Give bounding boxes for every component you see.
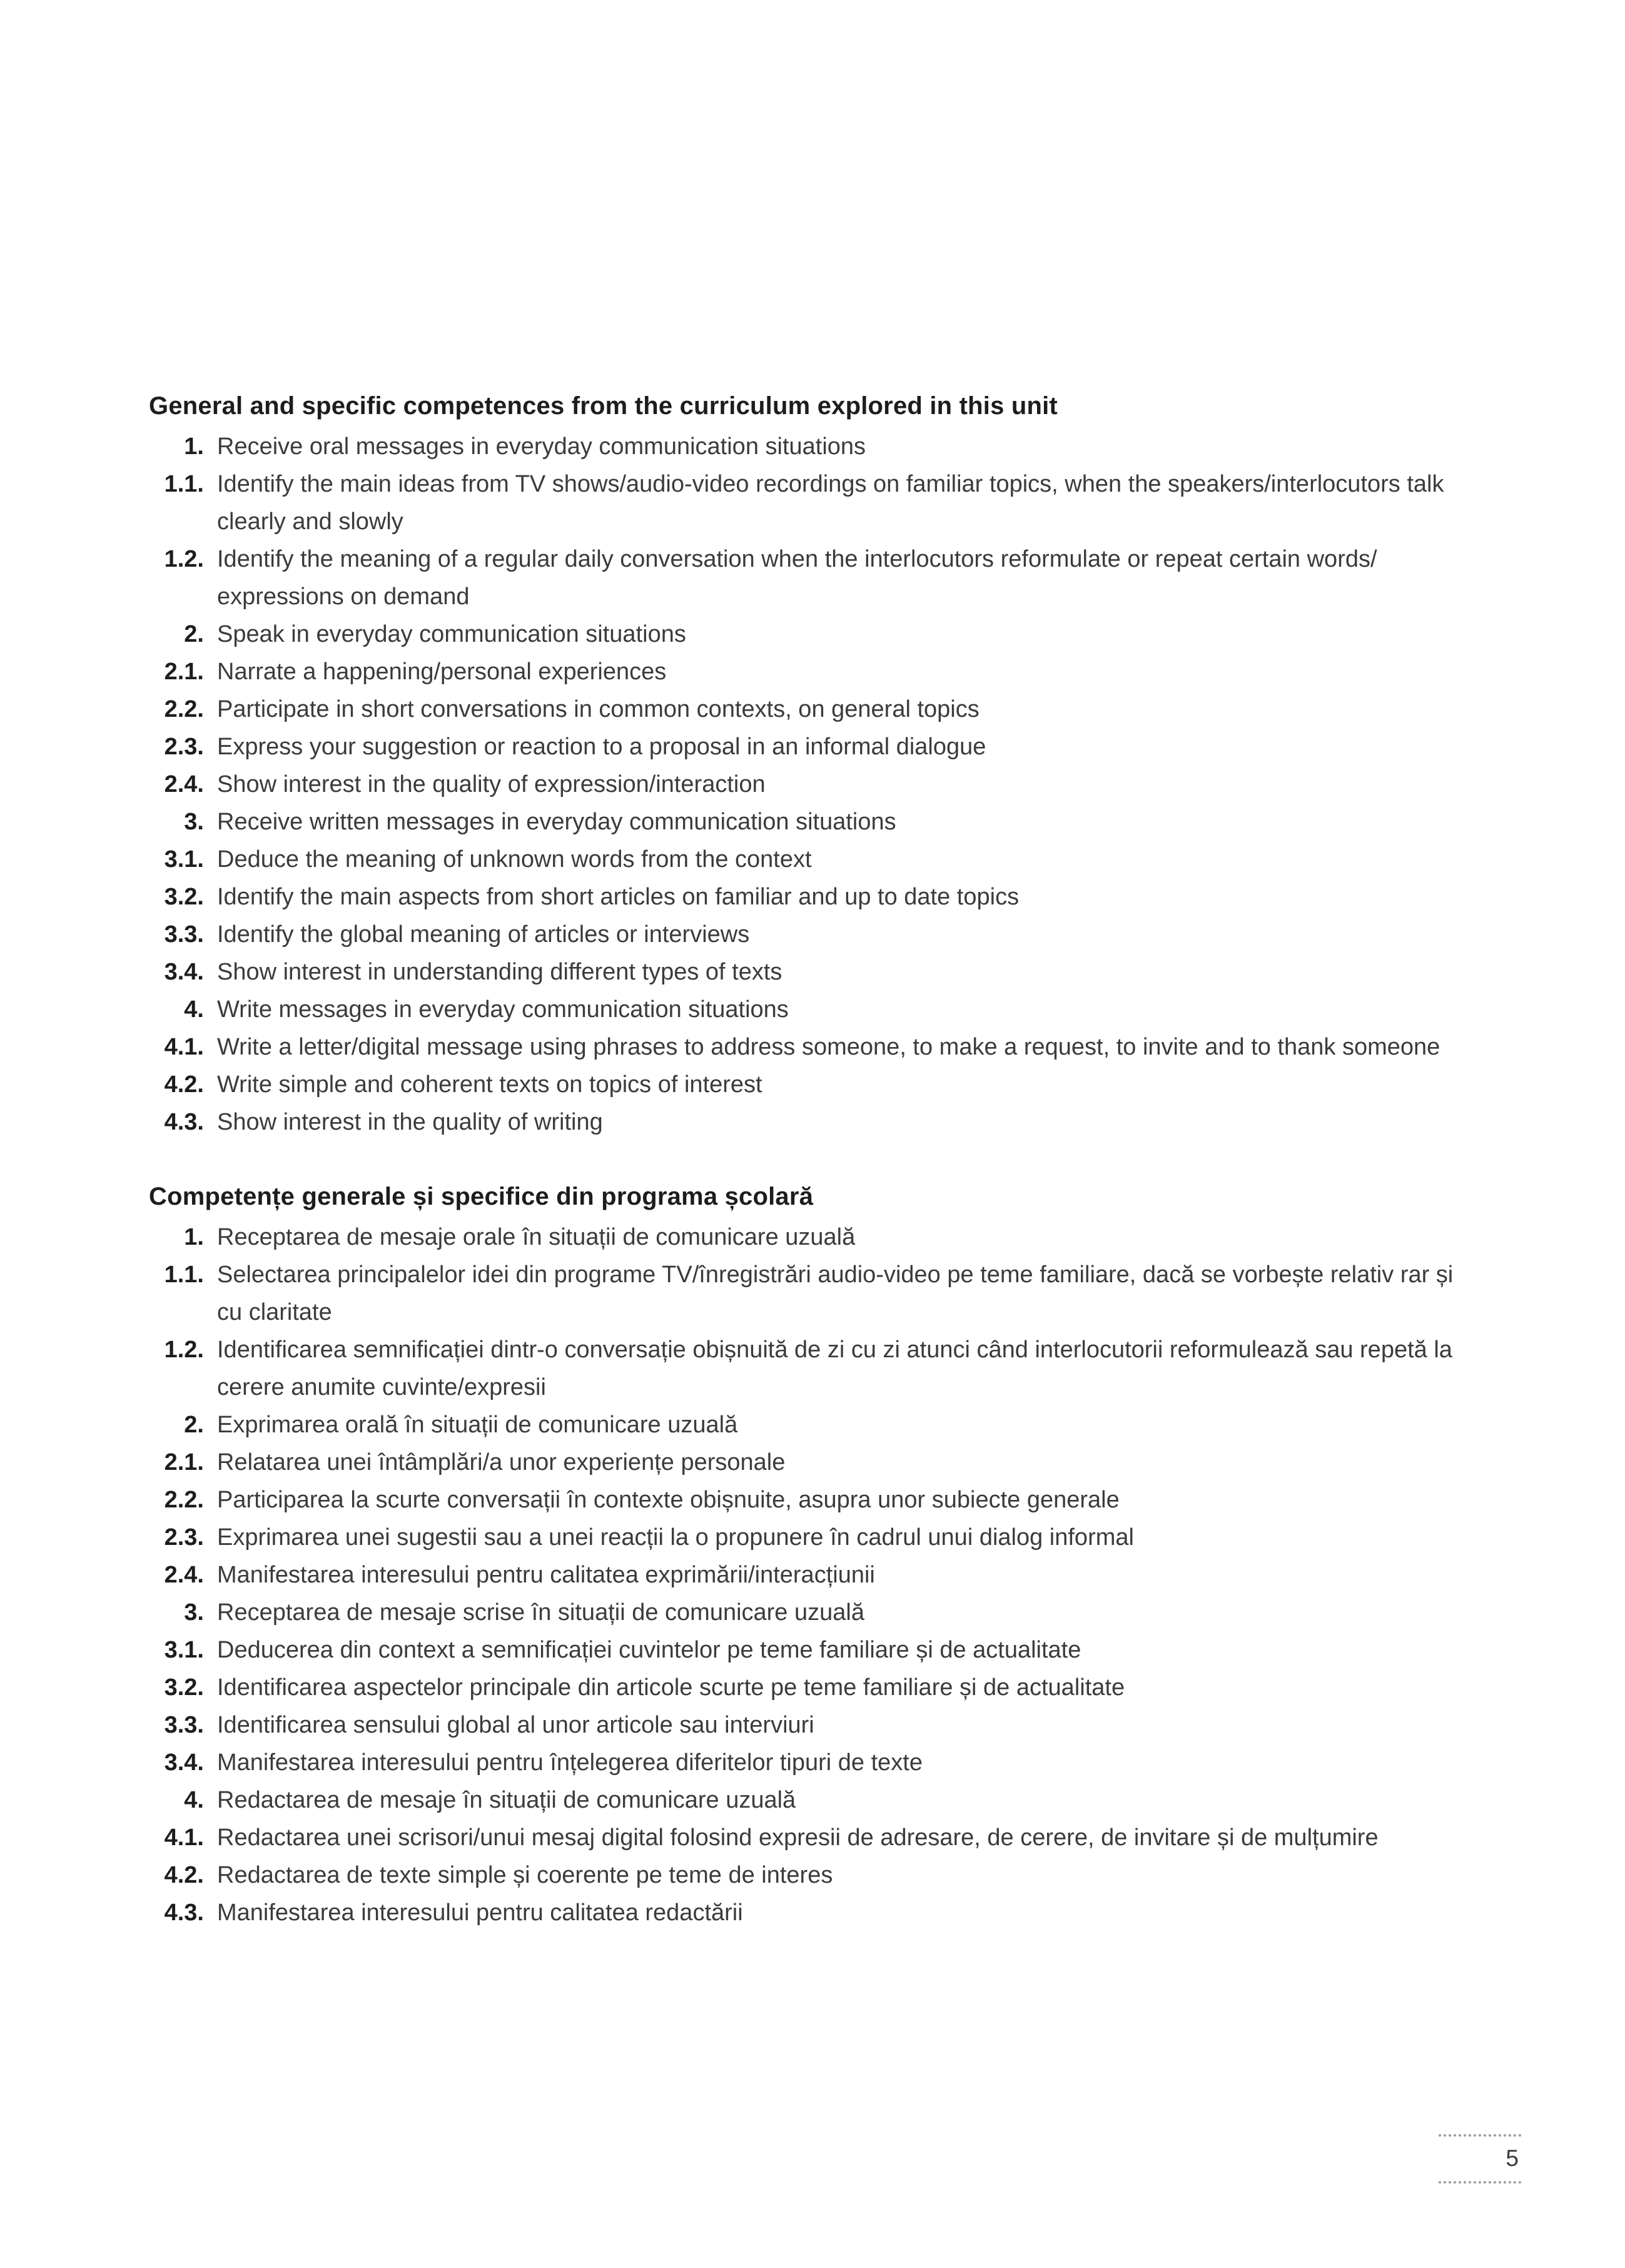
item-text: Manifestarea interesului pentru înțelegerea diferitelor tipuri de texte: [217, 1749, 923, 1776]
item-number: 2.1.: [164, 659, 204, 685]
item-text: Express your suggestion or reaction to a proposal in an informal dialogue: [217, 734, 986, 760]
item-number: 4.: [184, 1787, 204, 1813]
item-text: Show interest in the quality of writing: [217, 1109, 603, 1135]
item-number: 2.1.: [164, 1449, 204, 1476]
item-text: Receive written messages in everyday communication situations: [217, 809, 896, 835]
item-number: 2.4.: [164, 1562, 204, 1588]
list-item: [149, 691, 1470, 728]
item-text: Redactarea unei scrisori/​unui mesaj digital folosind expresii de adresare, de cerere, de invitare și de mulțumire: [217, 1825, 1379, 1851]
item-number: 3.4.: [164, 1749, 204, 1776]
list-item: [149, 615, 1470, 653]
item-text: Relatarea unei întâmplări/​a unor experiențe personale: [217, 1449, 786, 1476]
item-text: Exprimarea orală în situații de comunicare uzuală: [217, 1412, 738, 1438]
item-text: Redactarea de texte simple și coerente pe teme de interes: [217, 1862, 833, 1888]
item-number: 3.1.: [164, 1637, 204, 1663]
item-text: Manifestarea interesului pentru calitatea redactării: [217, 1900, 743, 1926]
item-number: 4.: [184, 996, 204, 1023]
list-item: [149, 1519, 1470, 1556]
list-item: [149, 728, 1470, 766]
list-item: [149, 465, 1470, 540]
item-number: 1.: [184, 433, 204, 460]
list-item: [149, 803, 1470, 841]
list-item: [149, 1406, 1470, 1444]
list-item: [149, 1331, 1470, 1406]
section-title: General and specific competences from the curriculum explored in this unit: [149, 392, 1058, 420]
item-number: 3.: [184, 809, 204, 835]
item-number: 4.3.: [164, 1900, 204, 1926]
list-item: [149, 1819, 1470, 1856]
item-number: 2.4.: [164, 771, 204, 797]
competence-list: [149, 428, 1470, 1141]
item-text: Identificarea aspectelor principale din articole scurte pe teme familiare și de actualitate: [217, 1674, 1125, 1701]
item-text: Deduce the meaning of unknown words from the context: [217, 846, 812, 873]
item-text: Identify the global meaning of articles or interviews: [217, 921, 750, 948]
list-item: [149, 1669, 1470, 1706]
list-item: [149, 878, 1470, 916]
item-text: Identify the meaning of a regular daily conversation when the interlocutors reformulate or repeat certain words/​expressions on demand: [217, 546, 1377, 610]
item-text: Show interest in understanding different types of texts: [217, 959, 782, 985]
item-number: 2.: [184, 1412, 204, 1438]
item-text: Participate in short conversations in common contexts, on general topics: [217, 696, 980, 722]
list-item: [149, 540, 1470, 615]
item-text: Write messages in everyday communication situations: [217, 996, 789, 1023]
item-text: Selectarea principalelor idei din programe TV/​înregistrări audio-video pe teme familiare, dacă se vorbește relativ rar și cu claritate: [217, 1262, 1454, 1325]
list-item: [149, 1781, 1470, 1819]
item-text: Receptarea de mesaje scrise în situații de comunicare uzuală: [217, 1599, 864, 1626]
item-number: 4.2.: [164, 1071, 204, 1098]
list-item: [149, 1218, 1470, 1256]
item-number: 4.1.: [164, 1825, 204, 1851]
competence-section-2: [149, 1177, 1470, 1931]
item-text: Speak in everyday communication situations: [217, 621, 686, 647]
item-number: 3.: [184, 1599, 204, 1626]
item-text: Participarea la scurte conversații în contexte obișnuite, asupra unor subiecte generale: [217, 1487, 1120, 1513]
footer-rule-bottom: [1439, 2181, 1521, 2184]
competences-content: [149, 387, 1470, 1931]
list-item: [149, 1066, 1470, 1103]
item-number: 3.2.: [164, 884, 204, 910]
item-number: 1.: [184, 1224, 204, 1250]
item-text: Write a letter/​digital message using phrases to address someone, to make a request, to invite and to thank someone: [217, 1034, 1440, 1060]
item-text: Identificarea semnificației dintr-o conversație obișnuită de zi cu zi atunci când interlocutorii reformulează sau repetă la cerere anumite cuvinte/​expresii: [217, 1337, 1452, 1400]
list-item: [149, 428, 1470, 465]
list-item: [149, 1444, 1470, 1481]
list-item: [149, 1256, 1470, 1331]
item-number: 1.1.: [164, 471, 204, 497]
item-number: 4.1.: [164, 1034, 204, 1060]
list-item: [149, 1856, 1470, 1894]
item-number: 2.2.: [164, 696, 204, 722]
item-number: 3.1.: [164, 846, 204, 873]
item-text: Show interest in the quality of expression/​interaction: [217, 771, 766, 797]
list-item: [149, 953, 1470, 991]
list-item: [149, 841, 1470, 878]
item-text: Identify the main ideas from TV shows/​audio-video recordings on familiar topics, when the speakers/​interlocutors talk clearly and slowly: [217, 471, 1444, 535]
page-footer: [1439, 2134, 1521, 2184]
item-text: Deducerea din context a semnificației cuvintelor pe teme familiare și de actualitate: [217, 1637, 1081, 1663]
list-item: [149, 653, 1470, 691]
section-title: Competențe generale și specifice din programa școlară: [149, 1183, 814, 1210]
item-number: 2.3.: [164, 734, 204, 760]
item-number: 3.2.: [164, 1674, 204, 1701]
list-item: [149, 1894, 1470, 1931]
list-item: [149, 991, 1470, 1028]
item-text: Narrate a happening/​personal experiences: [217, 659, 667, 685]
list-item: [149, 1556, 1470, 1594]
item-number: 3.4.: [164, 959, 204, 985]
item-text: Receptarea de mesaje orale în situații de comunicare uzuală: [217, 1224, 856, 1250]
list-item: [149, 1103, 1470, 1141]
item-number: 2.2.: [164, 1487, 204, 1513]
item-number: 1.2.: [164, 546, 204, 572]
item-text: Identificarea sensului global al unor articole sau interviuri: [217, 1712, 814, 1738]
item-text: Redactarea de mesaje în situații de comunicare uzuală: [217, 1787, 796, 1813]
item-number: 1.1.: [164, 1262, 204, 1288]
item-number: 4.2.: [164, 1862, 204, 1888]
item-text: Manifestarea interesului pentru calitatea exprimării/​interacțiunii: [217, 1562, 875, 1588]
item-text: Exprimarea unei sugestii sau a unei reacții la o propunere în cadrul unui dialog informal: [217, 1524, 1134, 1551]
list-item: [149, 766, 1470, 803]
item-number: 3.3.: [164, 921, 204, 948]
item-text: Identify the main aspects from short articles on familiar and up to date topics: [217, 884, 1020, 910]
list-item: [149, 1481, 1470, 1519]
list-item: [149, 1706, 1470, 1744]
page-number: 5: [1506, 2145, 1519, 2171]
item-number: 3.3.: [164, 1712, 204, 1738]
list-item: [149, 916, 1470, 953]
item-text: Receive oral messages in everyday communication situations: [217, 433, 866, 460]
item-text: Write simple and coherent texts on topics of interest: [217, 1071, 762, 1098]
item-number: 2.: [184, 621, 204, 647]
list-item: [149, 1594, 1470, 1631]
competence-list: [149, 1218, 1470, 1931]
item-number: 1.2.: [164, 1337, 204, 1363]
item-number: 2.3.: [164, 1524, 204, 1551]
competence-section-1: [149, 387, 1470, 1141]
item-number: 4.3.: [164, 1109, 204, 1135]
list-item: [149, 1744, 1470, 1781]
list-item: [149, 1631, 1470, 1669]
list-item: [149, 1028, 1470, 1066]
